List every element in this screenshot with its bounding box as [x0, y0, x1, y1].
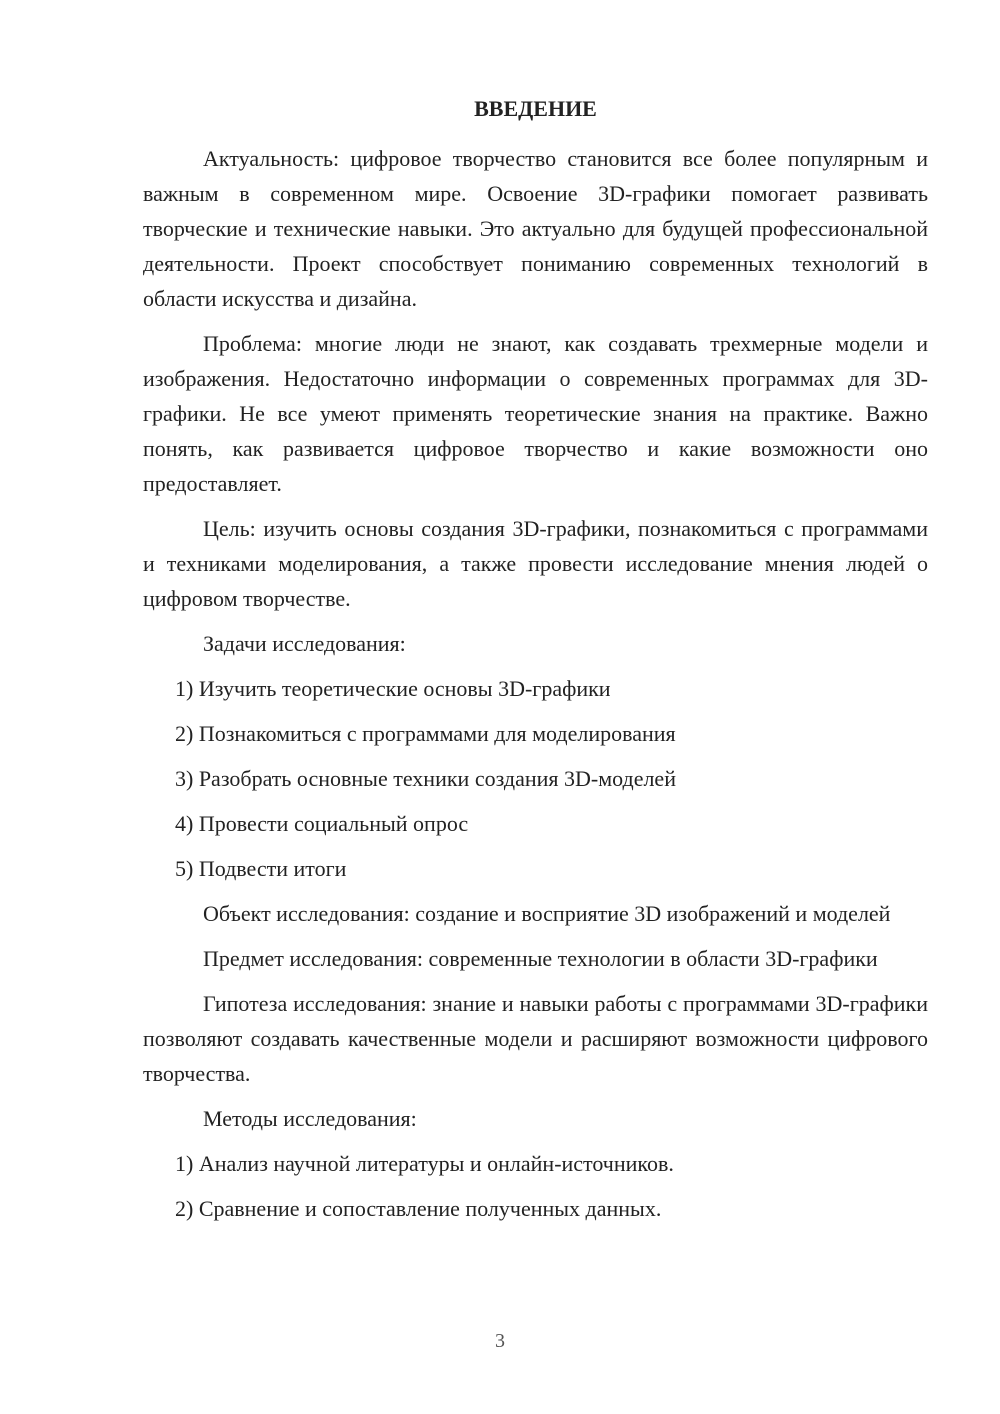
document-page	[143, 94, 928, 1236]
object-paragraph: Объект исследования: создание и восприятие 3D изображений и моделей	[203, 901, 891, 926]
relevance-paragraph: Актуальность: цифровое творчество становится все более популярным и важным в современном мире. Освоение 3D-графики помогает развивать творческие и технические навыки. Это актуально для будущей профессиональной деятельности. Проект способствует пониманию современных технологий в области искусства и дизайна.	[143, 146, 928, 311]
list-item: 1) Изучить теоретические основы 3D-графики	[175, 676, 611, 701]
list-item: 4) Провести социальный опрос	[175, 811, 469, 836]
list-item: 1) Анализ научной литературы и онлайн-источников.	[175, 1151, 674, 1176]
methods-heading: Методы исследования:	[203, 1106, 417, 1131]
subject-paragraph: Предмет исследования: современные технологии в области 3D-графики	[203, 946, 878, 971]
hypothesis-paragraph: Гипотеза исследования: знание и навыки работы с программами 3D-графики позволяют создавать качественные модели и расширяют возможности цифрового творчества.	[143, 991, 928, 1086]
tasks-list	[143, 671, 928, 886]
problem-paragraph: Проблема: многие люди не знают, как создавать трехмерные модели и изображения. Недостаточно информации о современных программах для 3D-графики. Не все умеют применять теоретические знания на практике. Важно понять, как развивается цифровое творчество и какие возможности оно предоставляет.	[143, 331, 928, 496]
list-item: 5) Подвести итоги	[175, 856, 347, 881]
goal-paragraph: Цель: изучить основы создания 3D-графики, познакомиться с программами и техниками моделирования, а также провести исследование мнения людей о цифровом творчестве.	[143, 516, 928, 611]
methods-list	[143, 1146, 928, 1226]
list-item: 2) Сравнение и сопоставление полученных данных.	[175, 1196, 662, 1221]
list-item: 2) Познакомиться с программами для моделирования	[175, 721, 676, 746]
page-number: 3	[495, 1330, 505, 1352]
list-item: 3) Разобрать основные техники создания 3D-моделей	[175, 766, 676, 791]
tasks-heading: Задачи исследования:	[203, 631, 406, 656]
page-title: ВВЕДЕНИЕ	[474, 96, 597, 121]
